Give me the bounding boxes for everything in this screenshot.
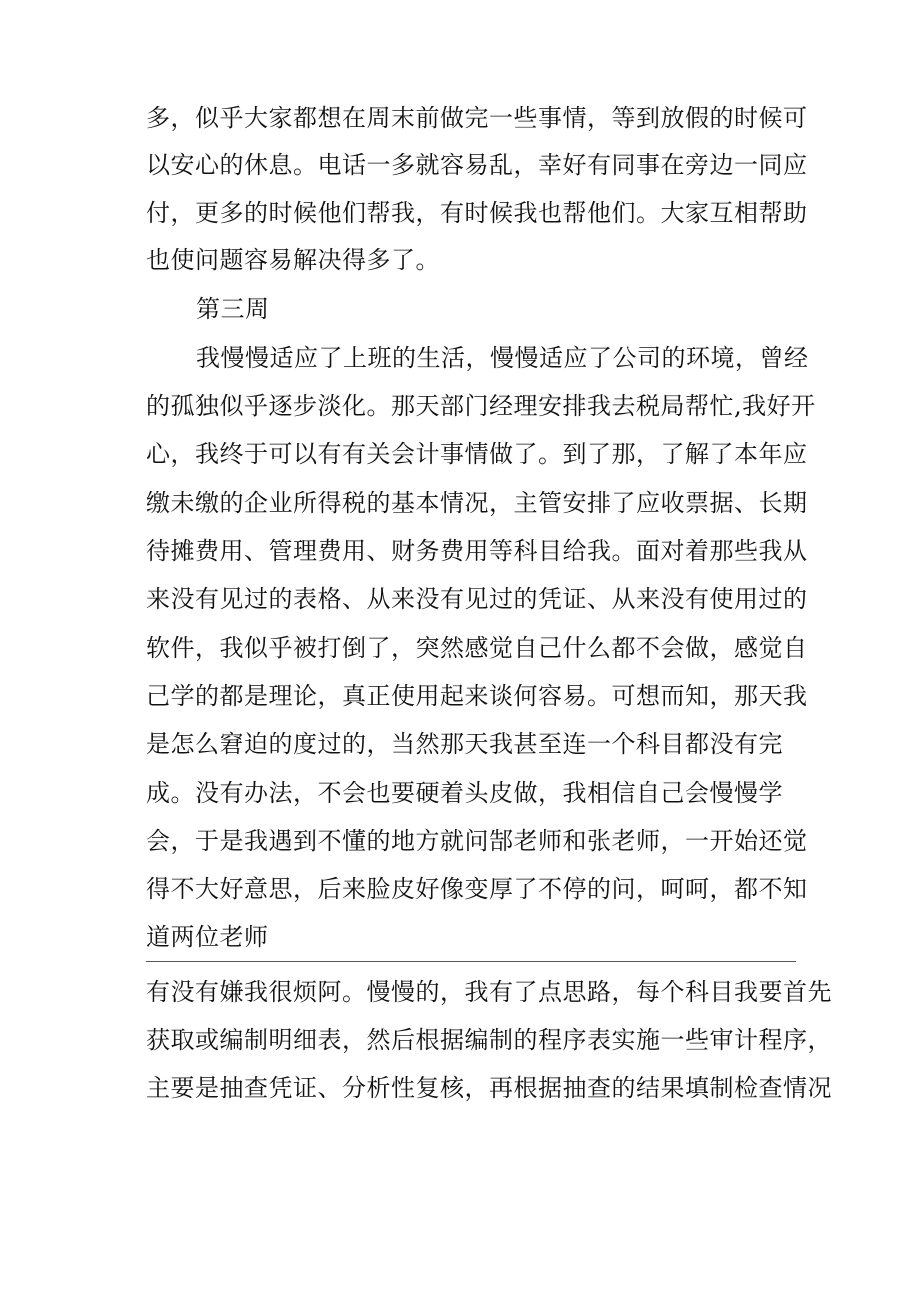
paragraph-line: 以安心的休息。电话一多就容易乱，幸好有同事在旁边一同应	[146, 151, 808, 179]
paragraph-line: 心，我终于可以有有关会计事情做了。到了那，了解了本年应	[146, 440, 808, 468]
paragraph-line: 有没有嫌我很烦阿。慢慢的，我有了点思路，每个科目我要首先	[146, 978, 832, 1006]
paragraph-line: 的孤独似乎逐步淡化。那天部门经理安排我去税局帮忙,我好开	[146, 392, 816, 420]
paragraph-line: 缴未缴的企业所得税的基本情况，主管安排了应收票据、长期	[146, 489, 808, 517]
paragraph-line: 得不大好意思，后来脸皮好像变厚了不停的问，呵呵，都不知	[146, 875, 808, 903]
paragraph-line: 软件，我似乎被打倒了，突然感觉自己什么都不会做，感觉自	[146, 634, 808, 662]
paragraph-line: 成。没有办法，不会也要硬着头皮做，我相信自己会慢慢学	[146, 779, 783, 807]
paragraph-line: 道两位老师	[146, 923, 269, 951]
section-heading: 第三周	[196, 295, 270, 323]
paragraph-line: 我慢慢适应了上班的生活，慢慢适应了公司的环境，曾经	[196, 344, 809, 372]
paragraph-line: 付，更多的时候他们帮我，有时候我也帮他们。大家互相帮助	[146, 199, 808, 227]
paragraph-line: 多，似乎大家都想在周末前做完一些事情，等到放假的时候可	[146, 104, 808, 132]
paragraph-line: 也使问题容易解决得多了。	[146, 246, 440, 274]
paragraph-line: 来没有见过的表格、从来没有见过的凭证、从来没有使用过的	[146, 585, 808, 613]
page-divider	[146, 961, 796, 962]
paragraph-line: 是怎么窘迫的度过的，当然那天我甚至连一个科目都没有完	[146, 730, 783, 758]
paragraph-line: 会，于是我遇到不懂的地方就问郜老师和张老师，一开始还觉	[146, 827, 808, 855]
paragraph-line: 获取或编制明细表，然后根据编制的程序表实施一些审计程序，	[146, 1026, 832, 1054]
paragraph-line: 主要是抽查凭证、分析性复核，再根据抽查的结果填制检查情况	[146, 1074, 832, 1102]
paragraph-line: 己学的都是理论，真正使用起来谈何容易。可想而知，那天我	[146, 682, 808, 710]
paragraph-line: 待摊费用、管理费用、财务费用等科目给我。面对着那些我从	[146, 537, 808, 565]
